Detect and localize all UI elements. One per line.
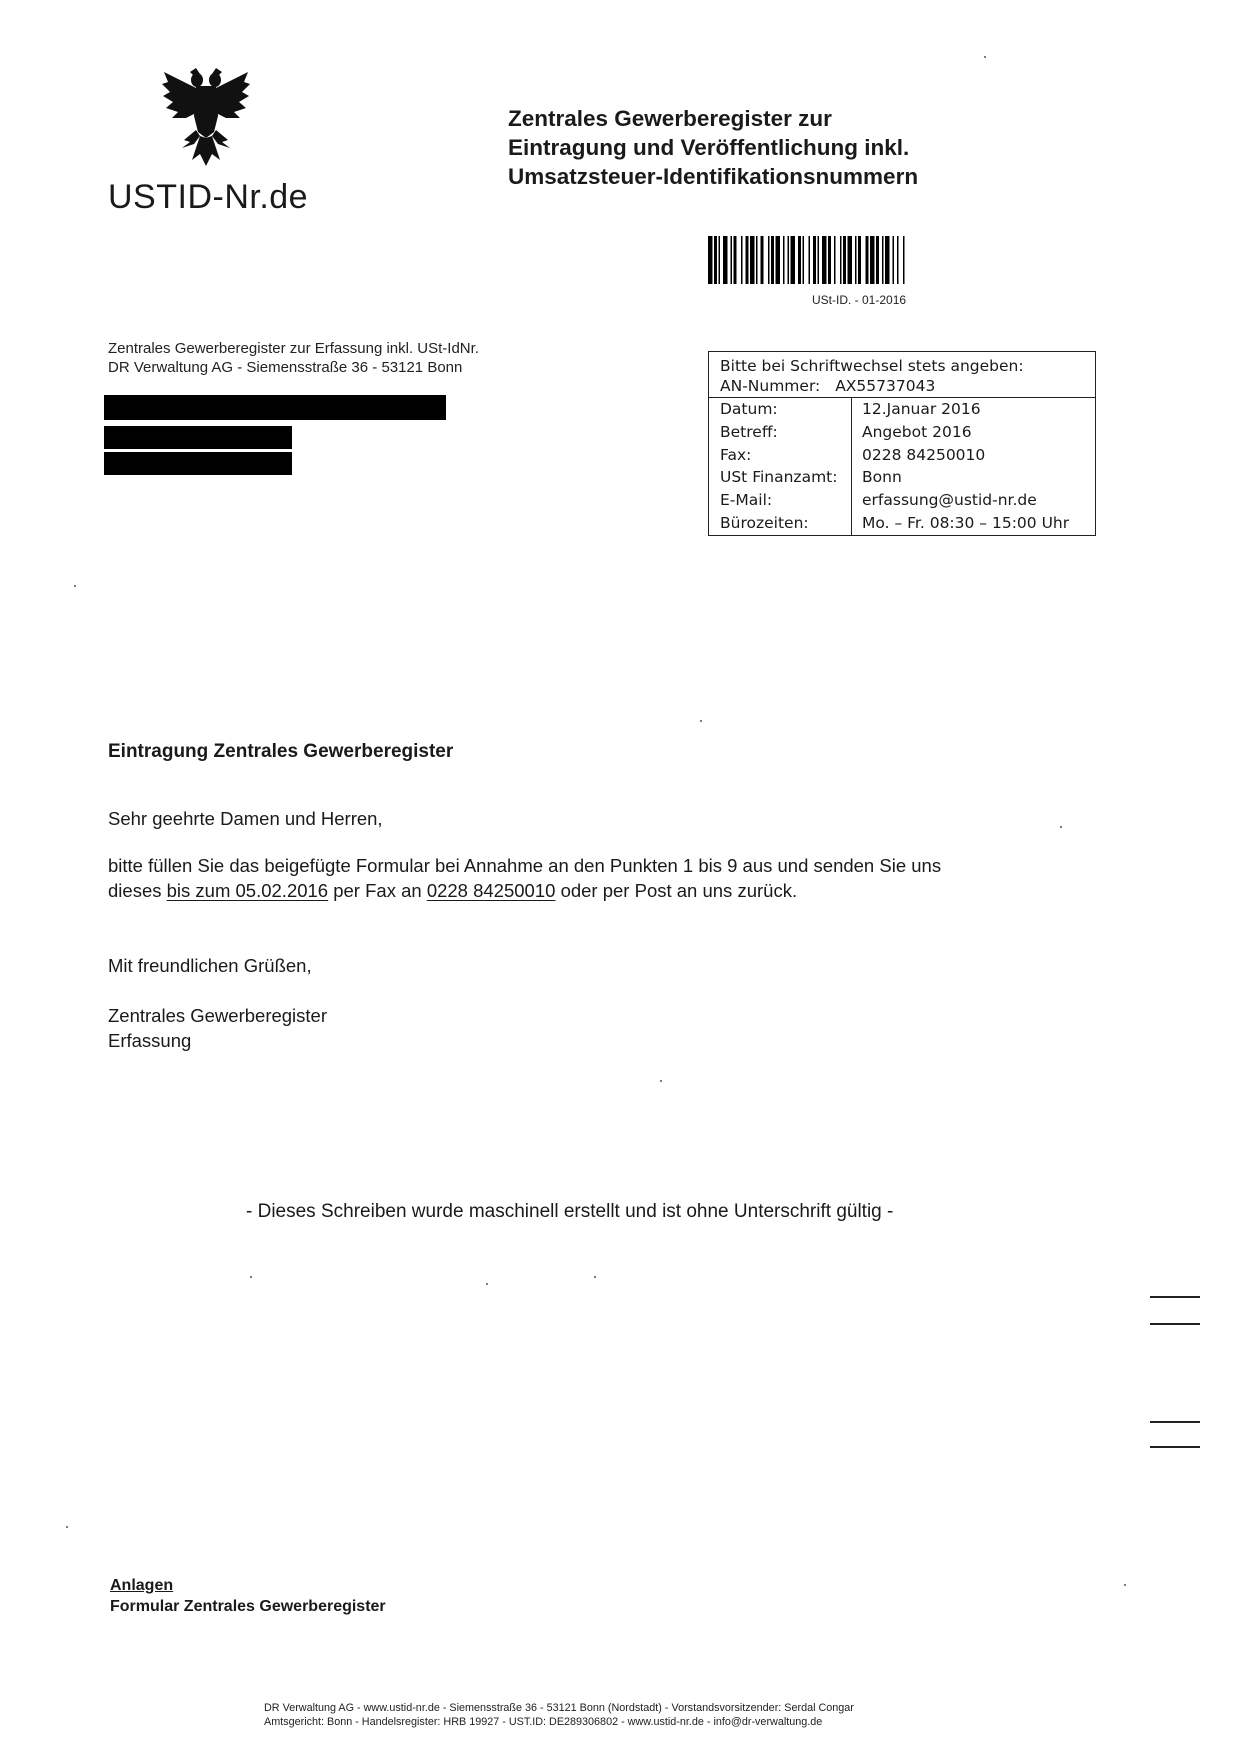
salutation: Sehr geehrte Damen und Herren, [108, 808, 383, 829]
title-line: Umsatzsteuer-Identifikationsnummern [508, 164, 919, 189]
barcode-bar [798, 236, 801, 284]
reference-label: E-Mail: [720, 491, 773, 510]
fold-mark [1150, 1296, 1200, 1298]
redacted-recipient-street [104, 426, 292, 449]
reference-divider [851, 398, 852, 535]
barcode-bar [714, 236, 717, 284]
logo-text: USTID-Nr.de [108, 178, 309, 216]
barcode-bar [756, 236, 758, 284]
an-number-value: AX55737043 [835, 377, 936, 395]
redacted-recipient-city [104, 452, 292, 475]
reference-value: 12.Januar 2016 [862, 400, 981, 418]
barcode-bar [731, 236, 733, 284]
scan-speck [700, 720, 702, 722]
reference-row-tax-office [709, 466, 1095, 489]
barcode-bar [897, 236, 899, 284]
sender-line: Zentrales Gewerberegister zur Erfassung inkl. USt-IdNr. [108, 340, 479, 357]
body-line: bitte füllen Sie das beigefügte Formular bei Annahme an den Punkten 1 bis 9 aus und senden Sie uns [108, 855, 942, 876]
scan-speck [250, 1276, 252, 1278]
barcode-bar [783, 236, 785, 284]
barcode-bar [843, 236, 846, 284]
reference-label: USt Finanzamt: [720, 468, 838, 487]
page-title [508, 104, 918, 191]
barcode-bar [771, 236, 774, 284]
barcode-bar [750, 236, 755, 284]
barcode-bar [885, 236, 890, 284]
barcode-bar [813, 236, 816, 284]
machine-generated-note: - Dieses Schreiben wurde maschinell erstellt und ist ohne Unterschrift gültig - [246, 1201, 894, 1222]
barcode-label: USt-ID. - 01-2016 [812, 293, 907, 307]
reference-row-date [709, 398, 1095, 421]
barcode-bar [870, 236, 875, 284]
fold-mark [1150, 1446, 1200, 1448]
barcode-bar [882, 236, 884, 284]
barcode [708, 236, 1032, 284]
title-line: Zentrales Gewerberegister zur [508, 106, 832, 131]
an-number [720, 376, 1095, 396]
barcode-bar [866, 236, 869, 284]
barcode-bar [803, 236, 805, 284]
reference-row-subject [709, 421, 1095, 444]
barcode-bar [876, 236, 879, 284]
barcode-bar [788, 236, 790, 284]
barcode-bar [840, 236, 842, 284]
barcode-bar [822, 236, 827, 284]
closing: Mit freundlichen Grüßen, [108, 955, 312, 976]
fold-mark [1150, 1421, 1200, 1423]
body-line [108, 878, 797, 903]
reference-label: Fax: [720, 445, 752, 464]
barcode-bar [776, 236, 781, 284]
barcode-bar [741, 236, 743, 284]
fold-mark [1150, 1323, 1200, 1325]
reference-row-email [709, 489, 1095, 512]
barcode-bar [723, 236, 728, 284]
sender-address [108, 339, 479, 377]
scan-speck [74, 585, 76, 587]
reference-value: Mo. – Fr. 08:30 – 15:00 Uhr [862, 513, 1070, 532]
reference-value: erfassung@ustid-nr.de [862, 491, 1037, 510]
reference-value: Bonn [862, 468, 902, 487]
barcode-bar [858, 236, 861, 284]
barcode-bar [848, 236, 853, 284]
scan-speck [1060, 826, 1062, 828]
body-text-segment: dieses [108, 880, 162, 901]
redacted-recipient-name [104, 395, 446, 420]
barcode-bar [734, 236, 737, 284]
barcode-bar [855, 236, 857, 284]
reference-label: Datum: [720, 400, 778, 418]
scan-speck [1124, 1584, 1126, 1586]
reference-value: 0228 84250010 [862, 445, 986, 464]
letter-subject: Eintragung Zentrales Gewerberegister [108, 741, 454, 762]
barcode-bar [708, 236, 713, 284]
deadline-date: bis zum 05.02.2016 [166, 880, 329, 901]
reference-note: Bitte bei Schriftwechsel stets angeben: [720, 357, 1024, 375]
barcode-bar [903, 236, 905, 284]
barcode-bar [768, 236, 770, 284]
barcode-bar [818, 236, 820, 284]
reference-header [709, 352, 1095, 398]
scan-speck [66, 1526, 68, 1528]
signature-line: Zentrales Gewerberegister [108, 1005, 328, 1026]
barcode-bar [809, 236, 811, 284]
barcode-bar [746, 236, 749, 284]
reference-row-office-hours [709, 512, 1095, 535]
reference-label: Betreff: [720, 422, 778, 441]
footer-line: DR Verwaltung AG - www.ustid-nr.de - Siemensstraße 36 - 53121 Bonn (Nordstadt) - Vorstandsvorsitzender: Serdal Congar [264, 1702, 854, 1714]
attachments-title: Anlagen [110, 1577, 174, 1594]
an-number-label: AN-Nummer: [720, 377, 821, 395]
eagle-logo-icon [160, 68, 252, 168]
reference-rows [709, 398, 1095, 535]
barcode-bar [828, 236, 831, 284]
attachment-item: Formular Zentrales Gewerberegister [110, 1598, 386, 1615]
reference-label: Bürozeiten: [720, 513, 809, 532]
reference-box [708, 351, 1096, 536]
body-text-segment: oder per Post an uns zurück. [560, 880, 798, 901]
scan-speck [660, 1080, 662, 1082]
barcode-bar [791, 236, 796, 284]
barcode-bar [893, 236, 895, 284]
sender-line: DR Verwaltung AG - Siemensstraße 36 - 53121 Bonn [108, 359, 463, 376]
footer-line: Amtsgericht: Bonn - Handelsregister: HRB 19927 - UST.ID: DE289306802 - www.ustid-nr.de - info@dr-verwaltung.de [264, 1716, 823, 1728]
body-text-segment: per Fax an [333, 880, 422, 901]
title-line: Eintragung und Veröffentlichung inkl. [508, 135, 910, 160]
barcode-bar [719, 236, 721, 284]
scan-speck [594, 1276, 596, 1278]
reference-row-fax [709, 444, 1095, 467]
signature-line: Erfassung [108, 1030, 192, 1051]
barcode-bar [834, 236, 836, 284]
scan-speck [984, 56, 986, 58]
barcode-bar [761, 236, 764, 284]
reference-value: Angebot 2016 [862, 422, 972, 441]
scan-speck [486, 1283, 488, 1285]
fax-number: 0228 84250010 [426, 880, 556, 901]
